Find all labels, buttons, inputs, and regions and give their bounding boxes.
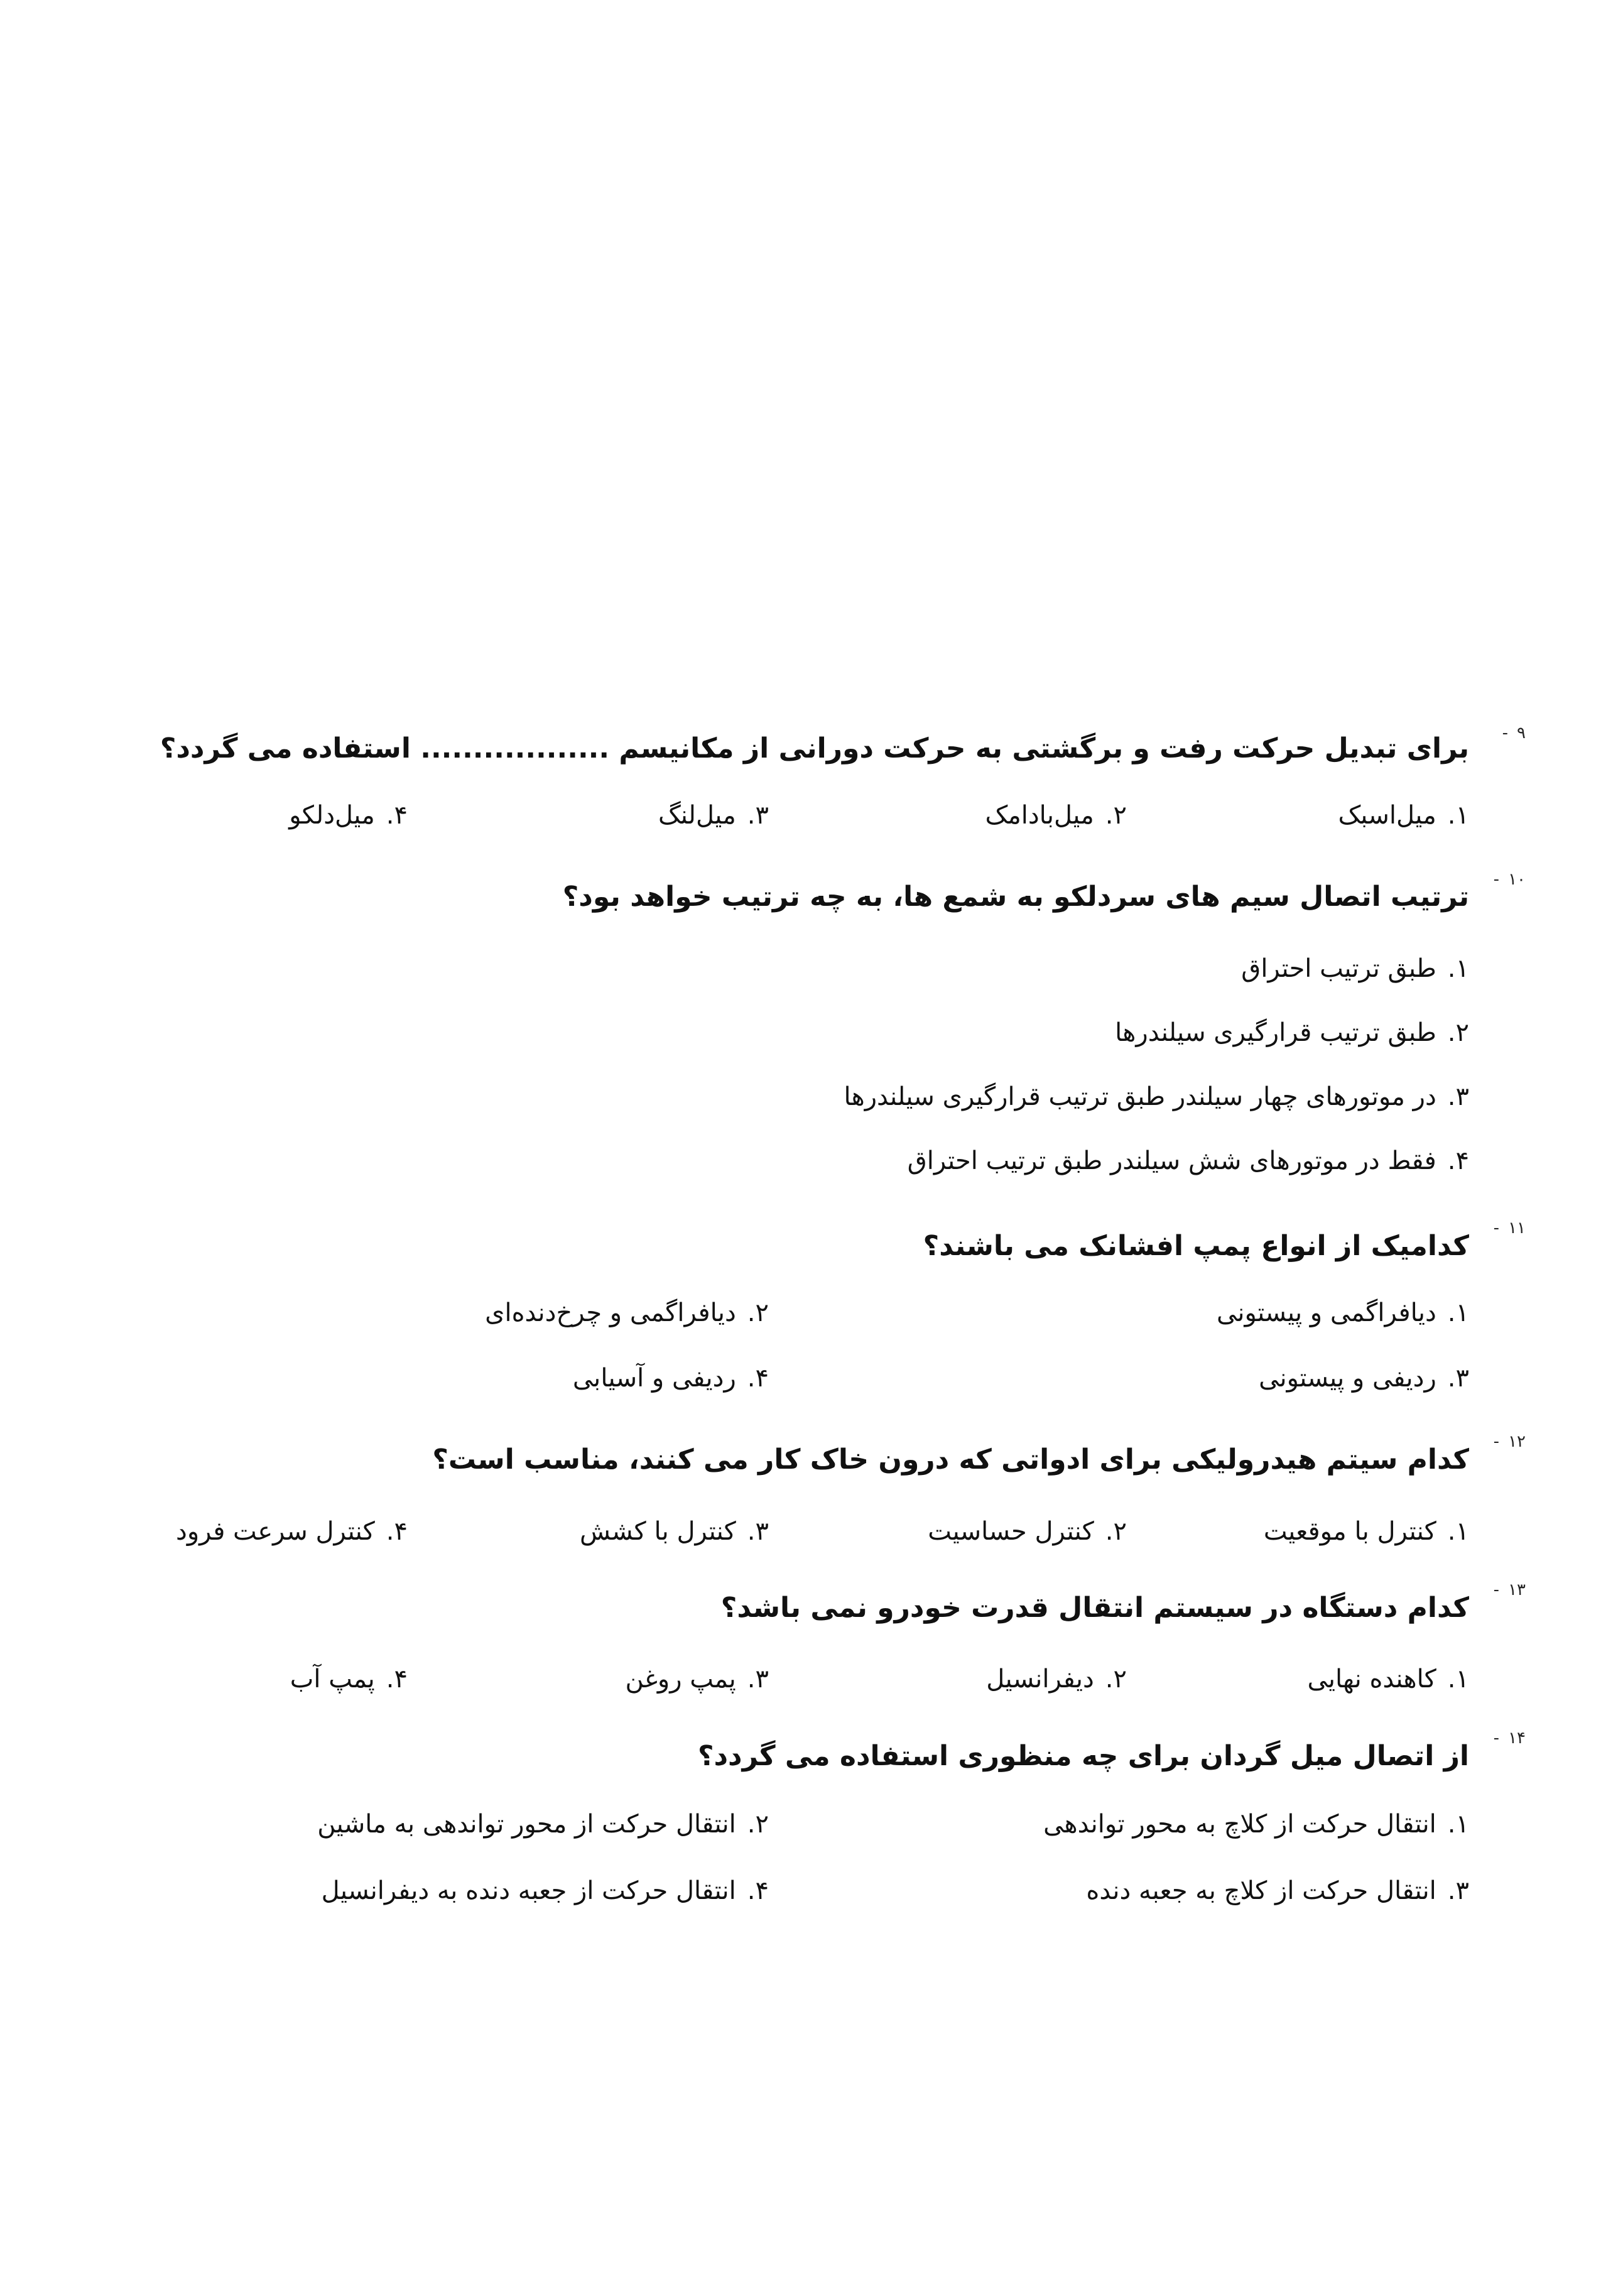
question-13-option-2[interactable] [986,1662,1127,1697]
question-14-option-3[interactable] [1086,1873,1469,1908]
question-12-option-2[interactable] [928,1514,1127,1549]
question-9-option-2[interactable] [985,798,1127,833]
option-text: انتقال حرکت از محور تواندهی به ماشین [317,1810,736,1839]
question-number [1494,1432,1526,1451]
question-dash: - [1493,1432,1500,1451]
option-text: طبق ترتیب احتراق [1241,954,1436,983]
option-number: ۲. [1105,801,1127,830]
question-13-option-1[interactable] [1308,1662,1470,1697]
option-text: فقط در موتورهای شش سیلندر طبق ترتیب احتراق [907,1146,1436,1175]
question-14-text: از اتصال میل گردان برای چه منظوری استفاده می گردد؟ [697,1740,1469,1772]
question-10-option-3[interactable] [844,1079,1469,1114]
question-9-text: برای تبدیل حرکت رفت و برگشتی به حرکت دورانی از مکانیسم .................. استفاده می گردد؟ [160,732,1469,764]
question-10-option-2[interactable] [1115,1015,1469,1050]
question-13-option-3[interactable] [626,1662,769,1697]
option-text: دیفرانسیل [986,1665,1094,1694]
question-number-value: ۹ [1517,724,1526,743]
question-9-option-3[interactable] [658,798,769,833]
option-text: کنترل سرعت فرود [176,1517,375,1546]
question-number [1494,1729,1526,1748]
option-number: ۴. [1447,1146,1469,1175]
option-number: ۲. [1105,1665,1127,1694]
option-text: کنترل با کشش [580,1517,736,1546]
question-number-value: ۱۴ [1508,1729,1526,1748]
question-10-option-1[interactable] [1241,951,1469,986]
option-text: انتقال حرکت از کلاچ به جعبه دنده [1086,1876,1436,1905]
option-number: ۳. [1447,1364,1469,1393]
option-number: ۱. [1447,801,1469,830]
option-number: ۱. [1447,1810,1469,1839]
option-number: ۳. [1447,1876,1469,1905]
question-11-option-4[interactable] [573,1361,769,1396]
option-number: ۴. [747,1876,769,1905]
option-text: کنترل حساسیت [928,1517,1094,1546]
option-number: ۳. [747,1665,769,1694]
question-11-option-3[interactable] [1259,1361,1469,1396]
question-10-text: ترتیب اتصال سیم های سردلکو به شمع ها، به چه ترتیب خواهد بود؟ [562,881,1469,913]
option-number: ۳. [747,801,769,830]
question-dash: - [1493,870,1500,889]
option-number: ۲. [747,1298,769,1327]
question-number [1494,1219,1526,1238]
option-number: ۳. [1447,1082,1469,1111]
option-number: ۴. [386,1517,408,1546]
option-text: میل‌لنگ [658,801,736,830]
option-text: پمپ آب [290,1665,375,1694]
option-text: کاهنده نهایی [1307,1665,1436,1694]
question-13-option-4[interactable] [290,1662,408,1697]
option-number: ۱. [1447,1517,1469,1546]
option-number: ۲. [1447,1018,1469,1047]
option-text: میل‌دلکو [289,801,375,830]
question-11-text: کدامیک از انواع پمپ افشانک می باشند؟ [923,1230,1469,1262]
question-dash: - [1493,1219,1500,1238]
question-number [1494,1581,1526,1599]
question-12-option-4[interactable] [176,1514,408,1549]
question-10-option-4[interactable] [908,1143,1469,1178]
question-12-option-1[interactable] [1264,1514,1469,1549]
question-dash: - [1493,1581,1500,1599]
question-13-text: کدام دستگاه در سیستم انتقال قدرت خودرو نمی باشد؟ [720,1592,1469,1624]
option-number: ۴. [386,1665,408,1694]
option-number: ۱. [1447,954,1469,983]
option-text: انتقال حرکت از کلاچ به محور تواندهی [1043,1810,1436,1839]
question-dash: - [1502,724,1509,743]
option-text: میل‌اسبک [1338,801,1436,830]
option-number: ۴. [386,801,408,830]
question-number-value: ۱۳ [1508,1581,1526,1599]
option-number: ۲. [747,1810,769,1839]
option-text: طبق ترتیب قرارگیری سیلندرها [1115,1018,1436,1047]
question-9-option-4[interactable] [289,798,408,833]
option-number: ۱. [1447,1665,1469,1694]
question-dash: - [1493,1729,1500,1748]
option-number: ۱. [1447,1298,1469,1327]
question-11-option-2[interactable] [485,1295,769,1330]
option-number: ۴. [747,1364,769,1393]
question-14-option-2[interactable] [317,1807,769,1842]
option-number: ۲. [1105,1517,1127,1546]
option-text: کنترل با موقعیت [1263,1517,1436,1546]
option-number: ۳. [747,1517,769,1546]
option-text: میل‌بادامک [985,801,1094,830]
option-text: پمپ روغن [625,1665,736,1694]
question-number-value: ۱۰ [1508,870,1526,889]
question-12-option-3[interactable] [580,1514,769,1549]
question-number [1494,870,1526,889]
question-14-option-1[interactable] [1043,1807,1469,1842]
question-14-option-4[interactable] [322,1873,769,1908]
option-text: انتقال حرکت از جعبه دنده به دیفرانسیل [321,1876,736,1905]
question-number-value: ۱۱ [1508,1219,1526,1238]
question-9-option-1[interactable] [1338,798,1470,833]
option-text: دیافراگمی و چرخ‌دنده‌ای [485,1298,736,1327]
option-text: دیافراگمی و پیستونی [1217,1298,1436,1327]
option-text: در موتورهای چهار سیلندر طبق ترتیب قرارگیری سیلندرها [844,1082,1436,1111]
option-text: ردیفی و پیستونی [1259,1364,1436,1393]
option-text: ردیفی و آسیابی [572,1364,736,1393]
question-12-text: کدام سیتم هیدرولیکی برای ادواتی که درون خاک کار می کنند، مناسب است؟ [432,1444,1469,1476]
question-11-option-1[interactable] [1217,1295,1469,1330]
question-number-value: ۱۲ [1508,1432,1526,1451]
question-number [1502,724,1526,743]
